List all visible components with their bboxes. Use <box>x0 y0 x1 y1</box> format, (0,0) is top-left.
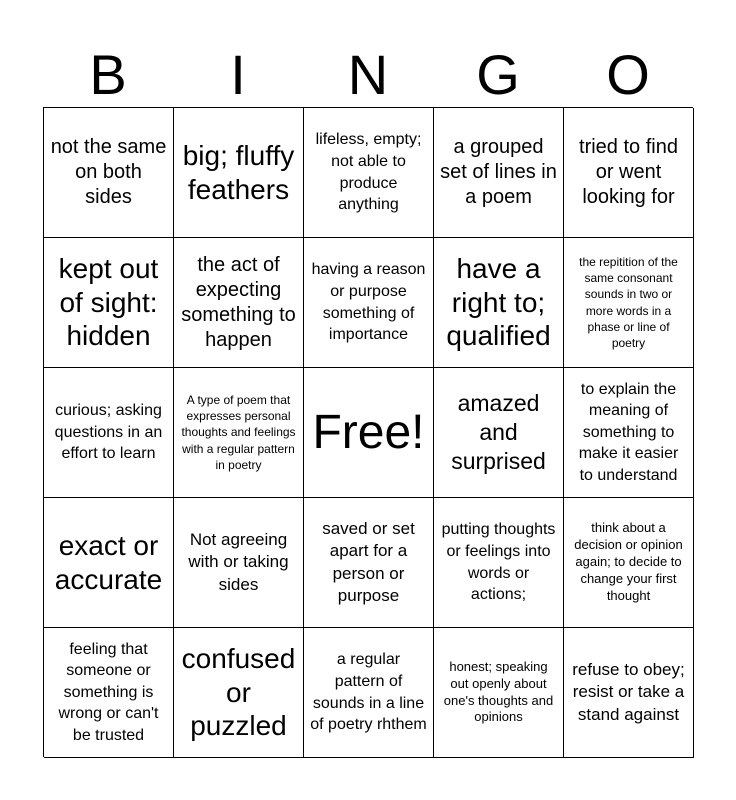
header-letter-b: B <box>89 43 127 106</box>
bingo-cell[interactable] <box>304 498 434 628</box>
bingo-cell[interactable] <box>564 238 694 368</box>
header-letter-g: G <box>476 43 520 106</box>
cell-text: not the same on both sides <box>50 136 167 208</box>
bingo-cell[interactable] <box>44 238 174 368</box>
cell-text: refuse to obey; resist or take a stand against <box>572 660 685 724</box>
cell-text: the repitition of the same consonant sounds in two or more words in a phase or line of poetry <box>579 254 678 350</box>
bingo-cell[interactable] <box>304 628 434 758</box>
cell-text: confused or puzzled <box>181 643 296 742</box>
bingo-cell[interactable] <box>174 108 304 238</box>
header-letter-i: I <box>230 43 246 106</box>
cell-text: the act of expecting something to happen <box>181 253 296 351</box>
bingo-cell[interactable] <box>564 108 694 238</box>
cell-text: a grouped set of lines in a poem <box>440 136 557 208</box>
bingo-cell[interactable] <box>304 238 434 368</box>
cell-text: to explain the meaning of something to make it easier to understand <box>578 380 679 484</box>
free-cell-text: Free! <box>312 405 425 459</box>
bingo-cell[interactable] <box>174 238 304 368</box>
bingo-cell[interactable] <box>174 498 304 628</box>
bingo-cell[interactable] <box>44 498 174 628</box>
cell-text: a regular pattern of sounds in a line of poetry rhthem <box>310 651 427 734</box>
bingo-cell[interactable] <box>564 628 694 758</box>
bingo-cell[interactable] <box>44 628 174 758</box>
bingo-cell[interactable] <box>434 628 564 758</box>
bingo-cell[interactable] <box>44 108 174 238</box>
cell-text: A type of poem that expresses personal thoughts and feelings with a regular pattern in poetry <box>181 393 296 472</box>
bingo-header <box>43 44 693 106</box>
cell-text: lifeless, empty; not able to produce anything <box>315 131 422 214</box>
cell-text: exact or accurate <box>54 529 163 595</box>
cell-text: putting thoughts or feelings into words or actions; <box>441 521 556 604</box>
bingo-cell[interactable] <box>304 108 434 238</box>
header-letter-o: O <box>606 43 650 106</box>
cell-text: Not agreeing with or taking sides <box>188 530 289 594</box>
cell-text: big; fluffy feathers <box>182 139 295 205</box>
cell-text: curious; asking questions in an effort to learn <box>54 402 163 463</box>
bingo-board <box>43 107 693 757</box>
bingo-cell[interactable] <box>564 368 694 498</box>
bingo-cell[interactable] <box>434 238 564 368</box>
cell-text: saved or set apart for a person or purpose <box>322 519 415 605</box>
header-letter-n: N <box>347 43 389 106</box>
cell-text: amazed and surprised <box>451 390 546 474</box>
cell-text: have a right to; qualified <box>446 253 551 352</box>
cell-text: honest; speaking out openly about one's thoughts and opinions <box>443 658 554 725</box>
free-cell[interactable] <box>304 368 434 498</box>
cell-text: having a reason or purpose something of importance <box>311 261 426 344</box>
bingo-cell[interactable] <box>174 368 304 498</box>
bingo-cell[interactable] <box>44 368 174 498</box>
bingo-cell[interactable] <box>434 108 564 238</box>
cell-text: think about a decision or opinion again; to decide to change your first thought <box>574 520 683 603</box>
cell-text: kept out of sight: hidden <box>58 253 159 352</box>
bingo-cell[interactable] <box>434 368 564 498</box>
bingo-cell[interactable] <box>434 498 564 628</box>
cell-text: tried to find or went looking for <box>579 136 678 208</box>
bingo-cell[interactable] <box>174 628 304 758</box>
bingo-cell[interactable] <box>564 498 694 628</box>
cell-text: feeling that someone or something is wrong or can't be trusted <box>58 640 159 744</box>
